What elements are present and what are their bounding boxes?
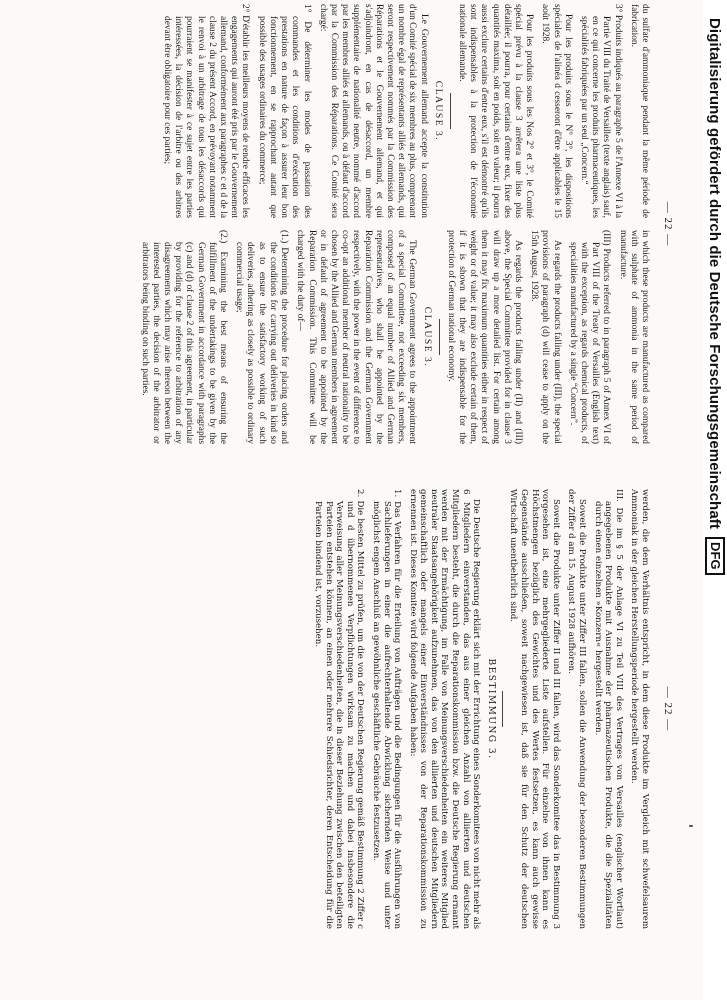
french-column bbox=[48, 4, 650, 218]
divider bbox=[450, 93, 451, 129]
english-column bbox=[48, 230, 650, 444]
clause-heading: CLAUSE 3. bbox=[421, 306, 433, 368]
paragraph: werden, die dem Verhältnis entspricht, in dem diese Produkte im Vergleich mit schwefelsaurem Ammoniak in der gleichen Herstellungsperiode hergestellt werden. bbox=[629, 489, 650, 929]
list-item: (III) Products referred to in paragraph 5 of Annex VI of Part VIII of the Treaty of Versailles (English text) with the exception, as regards chemical products, of specialities manufactured by a single “Concern”. bbox=[567, 230, 612, 444]
paragraph: Le Gouvernement allemand accepte la constitution d'un Comité spécial de six membres au plus, comprenant un nombre égal de représentants alliés et allemands, qui seront respectivement nommés par la Commission des Réparations et le Gouvernement allemand, et qui s'adjoindront, en cas de désaccord, un membre supplémentaire de nationalité neutre, nommé d'accord par les membres alliés et allemands, ou à défaut d'accord par la Commission des Réparations. Ce Comité sera chargé: bbox=[317, 4, 429, 218]
paragraph: The German Government agrees to the appointment of a special Committee, not exceeding six members, composed of an equal number of Allied and German representatives, who shall be appointed by the Reparation Commission and the German Government respectively, with the power in the event of difference to co-opt an additional member of neutral nationality to be chosen by the Allied and German members in agreement or in default of agreement to be appointed by the Reparation Commission. This Committee will be charged with the duty of— bbox=[295, 230, 418, 444]
paragraph: As regards the products falling under (II) and (III) above, the Special Committee provided for in clause 3 will draw up a more detailed list. For certain among them it may fix maximum quantities either in respect of weight or of value; it may also exclude certain of them, if it is shown that they are indispensable for the protection of German national economy. bbox=[445, 230, 523, 444]
list-item: 1. Das Verfahren für die Erteilung von Aufträgen und die Bedingungen für die Ausführungen von Sachlieferungen in einer die aufrechterhaltende Abwicklung sichernden Weise und unter möglichst engem Anschluß an gewöhnliche geschäftliche Gebräuche festzusetzen. bbox=[370, 489, 403, 929]
paragraph: Pour les produits sous les Nos 2° et 3°, le Comité spécial prévu à la clause 3 arrêtera une liste plus détaillée; il pourra, pour certains d'entre eux, fixer des quantités maxima, soit en poids, soit en valeur; il pourra aussi exclure certains d'entre eux, s'il est démontré qu'ils sont indispensables à la protection de l'économie nationale allemande. bbox=[456, 4, 535, 218]
list-item: 2° D'établir les meilleurs moyens de rendre efficaces les engagements qui auront été pris par le Gouvernement allemand, conformément aux paragraphes c et d de la clause 2 du présent Accord, en prévoyant notamment le renvoi à un arbitrage de tous les désaccords qui pourraient se manifester à ce sujet entre les parties intéressées, la décision de l'arbitre ou des arbitres devant être obligatoire pour ces parties; bbox=[162, 4, 251, 218]
divider bbox=[502, 691, 503, 727]
paragraph: As regards the products falling under (III), the special provisions of paragraph (d) will cease to apply on the 15th August, 1928. bbox=[529, 230, 562, 444]
page-number: — 22 — bbox=[662, 201, 674, 247]
paragraph: Die Deutsche Regierung erklärt sich mit der Errichtung eines Sonderkomitees von nicht mehr als 6 Mitgliedern einverstanden, das aus einer gleichen Anzahl von alliierten und deutschen Mitgliedern besteht, die durch die Reparationskommission bzw. die Deutsche Regierung ernannt werden mit der Ermächtigung, im Falle von Meinungsverschiedenheiten ein weiteres Mitglied neutraler Staatsangehörigkeit aufzunehmen, das von den alliierten und deutschen Mitgliedern gemeinschaftlich oder mangels einer Einverständnisses von der Reparationskommission zu ernennen ist. Dieses Komitee wird folgende Aufgaben haben: bbox=[407, 489, 482, 929]
scan-speck bbox=[689, 825, 693, 827]
list-item: 1° De déterminer les modes de passation des commandes et les conditions d'exécution des prestations en nature de façon à assurer leur bon fonctionnement, en se rapprochant autant que possible des usages ordinaires du commerce; bbox=[256, 4, 312, 218]
paragraph: du sulfate d'ammoniaque pendant la même période de fabrication. bbox=[628, 4, 650, 218]
clause-heading: CLAUSE 3. bbox=[432, 80, 444, 142]
paragraph: Soweit die Produkte unter Ziffer III fallen, sollen die Anwendung der besonderen Bestimmungen der Ziffer d am 15. August 1928 aufhören. bbox=[566, 489, 588, 929]
clause-heading: BESTIMMUNG 3. bbox=[485, 658, 496, 760]
german-column bbox=[48, 489, 650, 929]
list-item: 2. Die besten Mittel zu prüfen, um die von der Deutschen Regierung gemäß Bestimmung 2 Ziffer c und d übernommenen Verpflichtungen wirksam zu machen und dabei insbesondere die Verweisung aller Meinungsverschiedenheiten, die in dieser Beziehung zwischen den beteiligten Parteien entstehen können, an einen oder mehrere Schiedsrichter, deren Entscheidung für die Parteien bindend ist, vorzusehen. bbox=[312, 489, 366, 929]
digitization-footer bbox=[703, 0, 727, 1000]
page-number: — 22 — bbox=[662, 686, 674, 732]
dfg-logo-icon: DFG bbox=[705, 537, 725, 575]
list-item: 3° Produits indiqués au paragraphe 5 de l'Annexe VI à la Partie VIII du Traité de Versailles (texte anglais) sauf, en ce qui concerne les produits pharmaceutiques, les spécialités fabriquées par un seul „Concern.“ bbox=[578, 4, 623, 218]
page-22-german bbox=[48, 489, 678, 929]
paragraph: in which these products are manufactured as compared with sulphate of ammonia in the same period of manufacture. bbox=[617, 230, 650, 444]
footer-credit-text: Digitalisierung gefördert durch die Deutsche Forschungsgemeinschaft bbox=[706, 18, 724, 529]
page-22-french-english bbox=[48, 4, 678, 444]
book-page-spread bbox=[48, 4, 678, 994]
list-item: III. Die im § 5 der Anlage VI zu Teil VIII des Vertrages von Versailles (englischer Wortlaut) angegebenen Produkte mit Ausnahme der pharmazeutischen Produkte, die die Spezialitäten durch einen einzelnen »Konzern« hergestellt werden. bbox=[592, 489, 624, 929]
list-item: (1.) Determining the procedure for placing orders and the conditions for carrying out deliveries in kind so as to ensure the satisfactory working of such deliveries, adhering as closely as possible to ordinary commercial usage; bbox=[234, 230, 290, 444]
list-item: (2.) Examining the best means of ensuring the fulfillment of the undertakings to be given by the German Government in accordance with paragraphs (c) and (d) of clause 2 of this agreement, in particular by providing for the reference to arbitration of any disagreements which may arise thereon between the interested parties, the decision of the arbitrator or arbitrators being binding on such parties. bbox=[139, 230, 229, 444]
paragraph: Soweit die Produkte unter Ziffer II und III fallen, wird das Sonderkomitee das in Bestimmung 3 vorgesehen ist, eine mehrgegliederte Liste aufstellen. Für einzelne von ihnen kann es Höchstmengen bezüglich des Gewichtes und des Wertes festsetzen, es kann auch gewisse Gegenstände ausschließen, soweit nachgewiesen ist, daß sie für den Schutz der deutschen Wirtschaft unentbehrlich sind. bbox=[508, 489, 561, 929]
divider bbox=[439, 319, 440, 355]
paragraph: Pour les produits sous le N° 3°, les dispositions spéciales de l'alinéa d cesseront d'être applicables le 15 août 1928. bbox=[540, 4, 573, 218]
